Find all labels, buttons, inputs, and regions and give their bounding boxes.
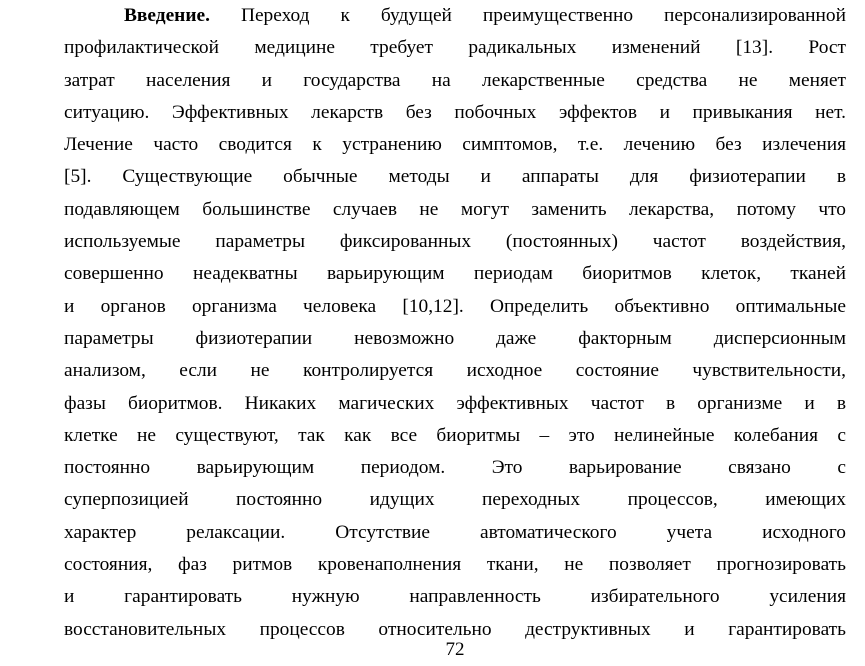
text-line: восстановительных процессов относительно деструктивных и гарантировать: [64, 618, 846, 640]
text-line: ситуацию. Эффективных лекарств без побочных эффектов и привыкания нет.: [64, 101, 846, 123]
text-line: характер релаксации. Отсутствие автоматического учета исходного: [64, 521, 846, 543]
text-line: [64, 0, 846, 32]
text-line: и гарантировать нужную направленность избирательного усиления: [64, 586, 846, 608]
text-line: параметры физиотерапии невозможно даже факторным дисперсионным: [64, 327, 846, 349]
text-line: анализом, если не контролируется исходное состояние чувствительности,: [64, 360, 846, 382]
text-line: затрат населения и государства на лекарственные средства не меняет: [64, 69, 846, 91]
text-line: профилактической медицине требует радикальных изменений [13]. Рост: [64, 37, 846, 59]
text-line: [5]. Существующие обычные методы и аппараты для физиотерапии в: [64, 166, 846, 188]
text-line: подавляющем большинстве случаев не могут заменить лекарства, потому что: [64, 198, 846, 220]
section-heading: Введение.: [124, 5, 210, 26]
text-line: клетке не существуют, так как все биоритмы – это нелинейные колебания с: [64, 424, 846, 446]
text-line: суперпозицией постоянно идущих переходных процессов, имеющих: [64, 489, 846, 511]
text-line: Лечение часто сводится к устранению симптомов, т.е. лечению без излечения: [64, 134, 846, 156]
text-line: совершенно неадекватны варьирующим периодам биоритмов клеток, тканей: [64, 263, 846, 285]
page-number: 72: [445, 639, 465, 660]
text-line: используемые параметры фиксированных (постоянных) частот воздействия,: [64, 231, 846, 253]
text-line: состояния, фаз ритмов кровенаполнения ткани, не позволяет прогнозировать: [64, 554, 846, 576]
document-page: [64, 0, 846, 646]
line-text: Переход к будущей преимущественно персонализированной: [240, 5, 846, 26]
text-line: постоянно варьирующим периодом. Это варьирование связано с: [64, 457, 846, 479]
text-line: и органов организма человека [10,12]. Определить объективно оптимальные: [64, 295, 846, 317]
text-line: фазы биоритмов. Никаких магических эффективных частот в организме и в: [64, 392, 846, 414]
